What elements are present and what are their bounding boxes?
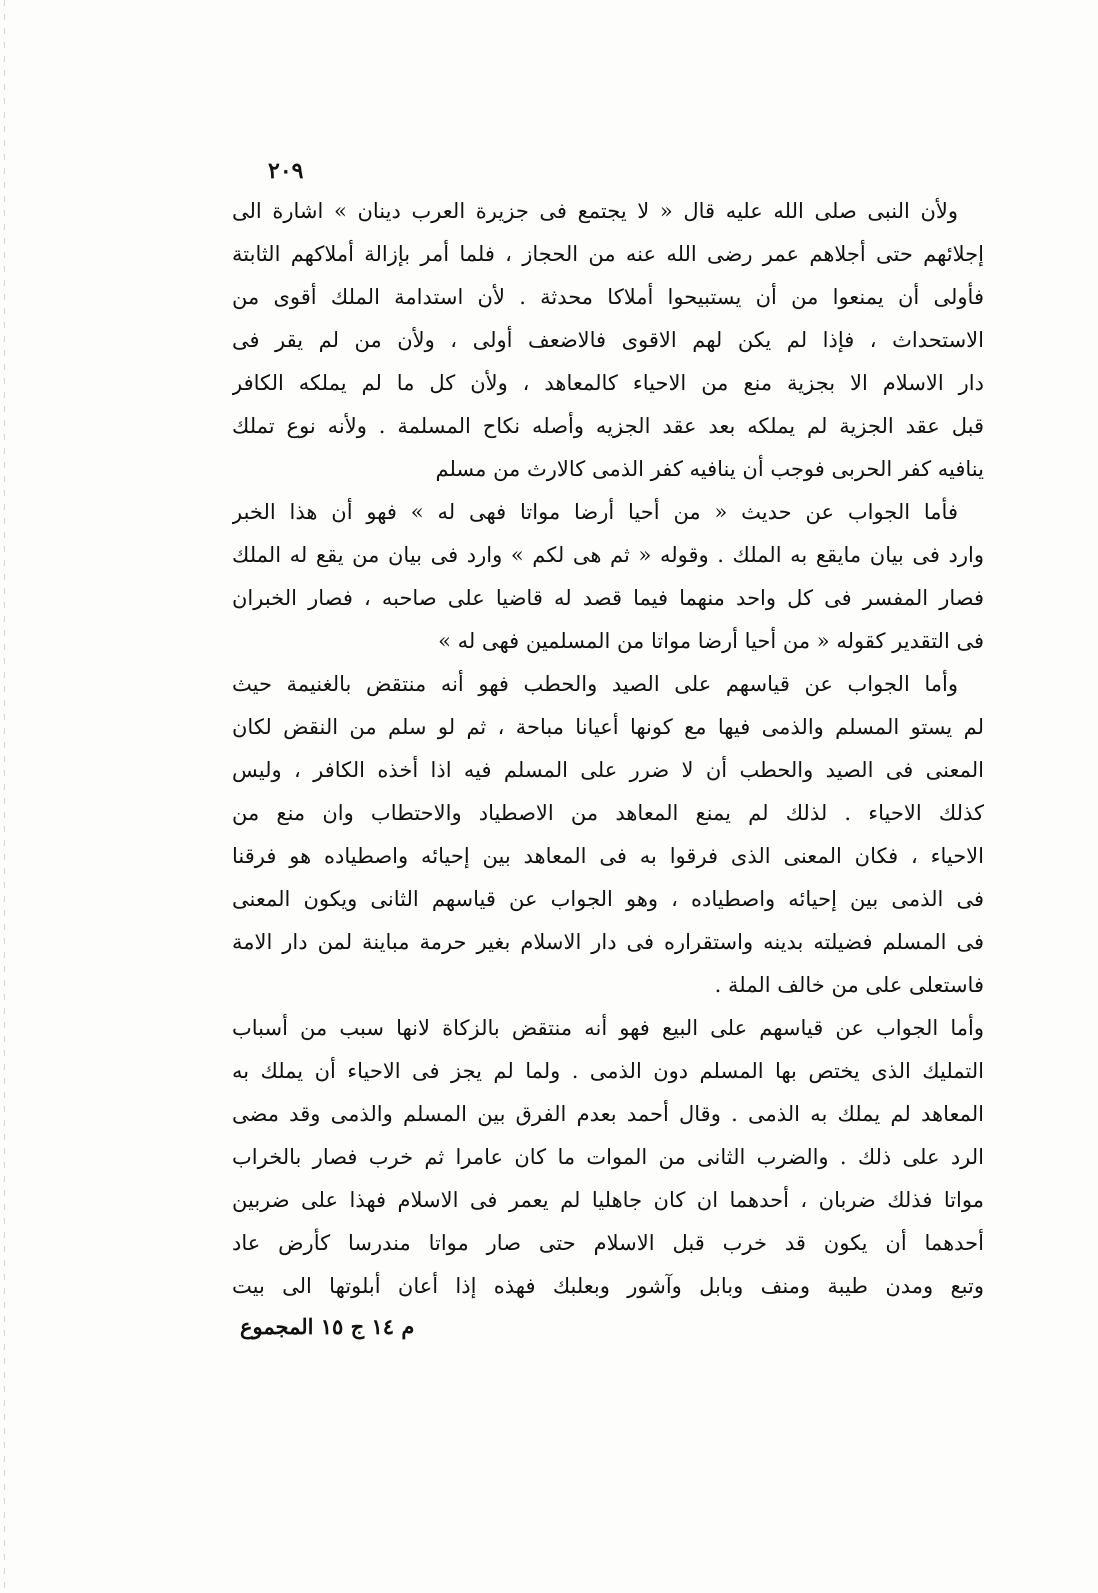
text-line: الرد على ذلك . والضرب الثانى من الموات ما كان عامرا ثم خرب فصار بالخراب bbox=[232, 1145, 984, 1169]
text-line: فاستعلى على من خالف الملة . bbox=[714, 973, 984, 997]
text-line: كذلك الاحياء . لذلك لم يمنع المعاهد من الاصطياد والاحتطاب وان منع من bbox=[232, 801, 984, 825]
text-line: المعاهد لم يملك به الذمى . وقال أحمد بعدم الفرق بين المسلم والذمى وقد مضى bbox=[232, 1102, 984, 1126]
text-line: التمليك الذى يختص بها المسلم دون الذمى . ولما لم يجز فى الاحياء أن يملك به bbox=[232, 1059, 984, 1083]
text-line: وأما الجواب عن قياسهم على الصيد والحطب فهو أنه منتقض بالغنيمة حيث bbox=[232, 672, 958, 696]
text-line: فصار المفسر فى كل واحد منهما فيما قصد له قاضيا على صاحبه ، فصار الخبران bbox=[232, 586, 984, 610]
text-line: فى المسلم فضيلته بدينه واستقراره فى دار الاسلام بغير حرمة مباينة لمن دار الامة bbox=[232, 930, 984, 954]
page-number: ٢٠٩ bbox=[268, 158, 304, 184]
text-line: فأولى أن يمنعوا من أن يستبيحوا أملاكا محدثة . لأن استدامة الملك أقوى من bbox=[232, 285, 984, 309]
text-line: الاحياء ، فكان المعنى الذى فرقوا به فى المعاهد بين إحيائه واصطياده هو فرقنا bbox=[232, 844, 984, 868]
text-line: دار الاسلام الا بجزية منع من الاحياء كالمعاهد ، ولأن كل ما لم يملكه الكافر bbox=[232, 371, 984, 395]
text-line: فى التقدير كقوله « من أحيا أرضا مواتا من المسلمين فهى له » bbox=[438, 629, 984, 653]
text-line: قبل عقد الجزية لم يملكه بعد عقد الجزيه وأصله نكاح المسلمة . ولأنه نوع تملك bbox=[232, 414, 984, 438]
text-line: ينافيه كفر الحربى فوجب أن ينافيه كفر الذمى كالارث من مسلم bbox=[435, 457, 984, 481]
text-line: فى الذمى بين إحيائه واصطياده ، وهو الجواب عن قياسهم الثانى ويكون المعنى bbox=[232, 887, 984, 911]
text-line: فأما الجواب عن حديث « من أحيا أرضا مواتا فهى له » فهو أن هذا الخبر bbox=[232, 500, 958, 524]
text-line: مواتا فذلك ضربان ، أحدهما ان كان جاهليا لم يعمر فى الاسلام فهذا على ضربين bbox=[232, 1188, 984, 1212]
text-line: وأما الجواب عن قياسهم على البيع فهو أنه منتقض بالزكاة لانها سبب من أسباب bbox=[232, 1016, 984, 1040]
signature-footer: م ١٤ ج ١٥ المجموع bbox=[240, 1314, 415, 1339]
text-line: الاستحداث ، فإذا لم يكن لهم الاقوى فالاضعف أولى ، ولأن من لم يقر فى bbox=[232, 328, 984, 352]
body-text bbox=[232, 190, 984, 1308]
text-line: المعنى فى الصيد والحطب أن لا ضرر على المسلم فيه اذا أخذه الكافر ، وليس bbox=[232, 758, 984, 782]
text-line: لم يستو المسلم والذمى فيها مع كونها أعيانا مباحة ، ثم لو سلم من النقض لكان bbox=[232, 715, 984, 739]
scan-edge bbox=[4, 0, 5, 1593]
text-line: ولأن النبى صلى الله عليه قال « لا يجتمع فى جزيرة العرب دينان » اشارة الى bbox=[232, 199, 958, 223]
text-line: إجلائهم حتى أجلاهم عمر رضى الله عنه من الحجاز ، فلما أمر بإزالة أملاكهم الثابتة bbox=[232, 242, 984, 266]
text-line: أحدهما أن يكون قد خرب قبل الاسلام حتى صار مواتا مندرسا كأرض عاد bbox=[232, 1231, 984, 1255]
text-line: وتبع ومدن طيبة ومنف وبابل وآشور وبعلبك فهذه إذا أعان أبلوتها الى بيت bbox=[232, 1274, 984, 1298]
text-line: وارد فى بيان مايقع به الملك . وقوله « ثم هى لكم » وارد فى بيان من يقع له الملك bbox=[232, 543, 984, 567]
